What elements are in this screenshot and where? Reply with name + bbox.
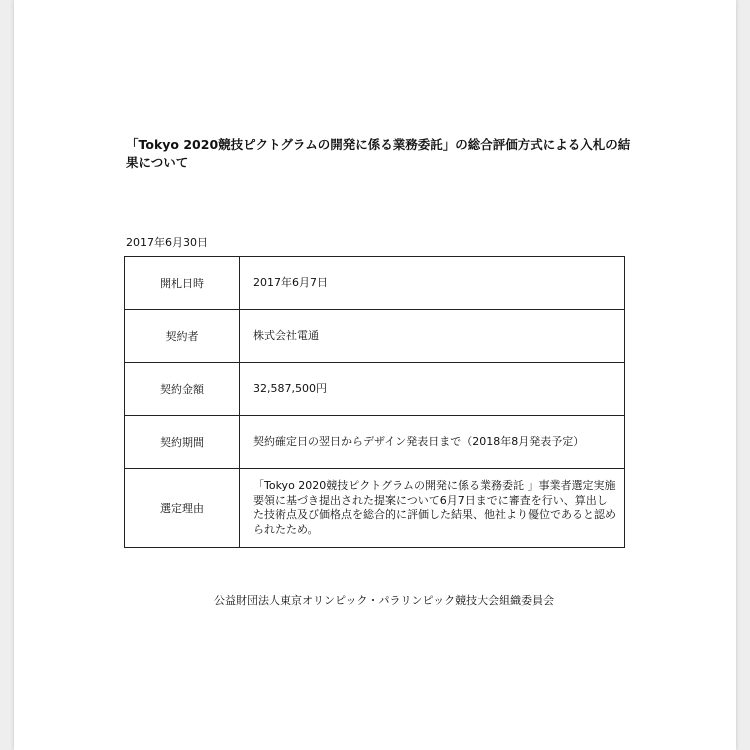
table-row — [125, 310, 625, 363]
row-label-contractor: 契約者 — [125, 310, 240, 363]
contract-info-table — [124, 256, 625, 548]
row-value-contract-period: 契約確定日の翌日からデザイン発表日まで（2018年8月発表予定） — [240, 416, 625, 469]
table-row — [125, 363, 625, 416]
row-label-contract-period: 契約期間 — [125, 416, 240, 469]
row-label-contract-amount: 契約金額 — [125, 363, 240, 416]
row-label-selection-reason: 選定理由 — [125, 469, 240, 548]
document-page — [14, 0, 736, 750]
document-date: 2017年6月30日 — [126, 236, 208, 249]
table-row — [125, 257, 625, 310]
organization-name: 公益財団法人東京オリンピック・パラリンピック競技大会組織委員会 — [214, 594, 555, 607]
row-label-opening-date: 開札日時 — [125, 257, 240, 310]
row-value-contract-amount: 32,587,500円 — [240, 363, 625, 416]
row-value-opening-date: 2017年6月7日 — [240, 257, 625, 310]
table-row — [125, 469, 625, 548]
row-value-selection-reason: 「Tokyo 2020競技ピクトグラムの開発に係る業務委託 」事業者選定実施要領に基づき提出された提案について6月7日までに審査を行い、算出した技術点及び価格点を総合的に評価した結果、他社より優位であると認められたため。 — [240, 469, 625, 548]
row-value-contractor: 株式会社電通 — [240, 310, 625, 363]
document-title: 「Tokyo 2020競技ピクトグラムの開発に係る業務委託」の総合評価方式による入札の結果について — [126, 137, 631, 170]
table-row — [125, 416, 625, 469]
